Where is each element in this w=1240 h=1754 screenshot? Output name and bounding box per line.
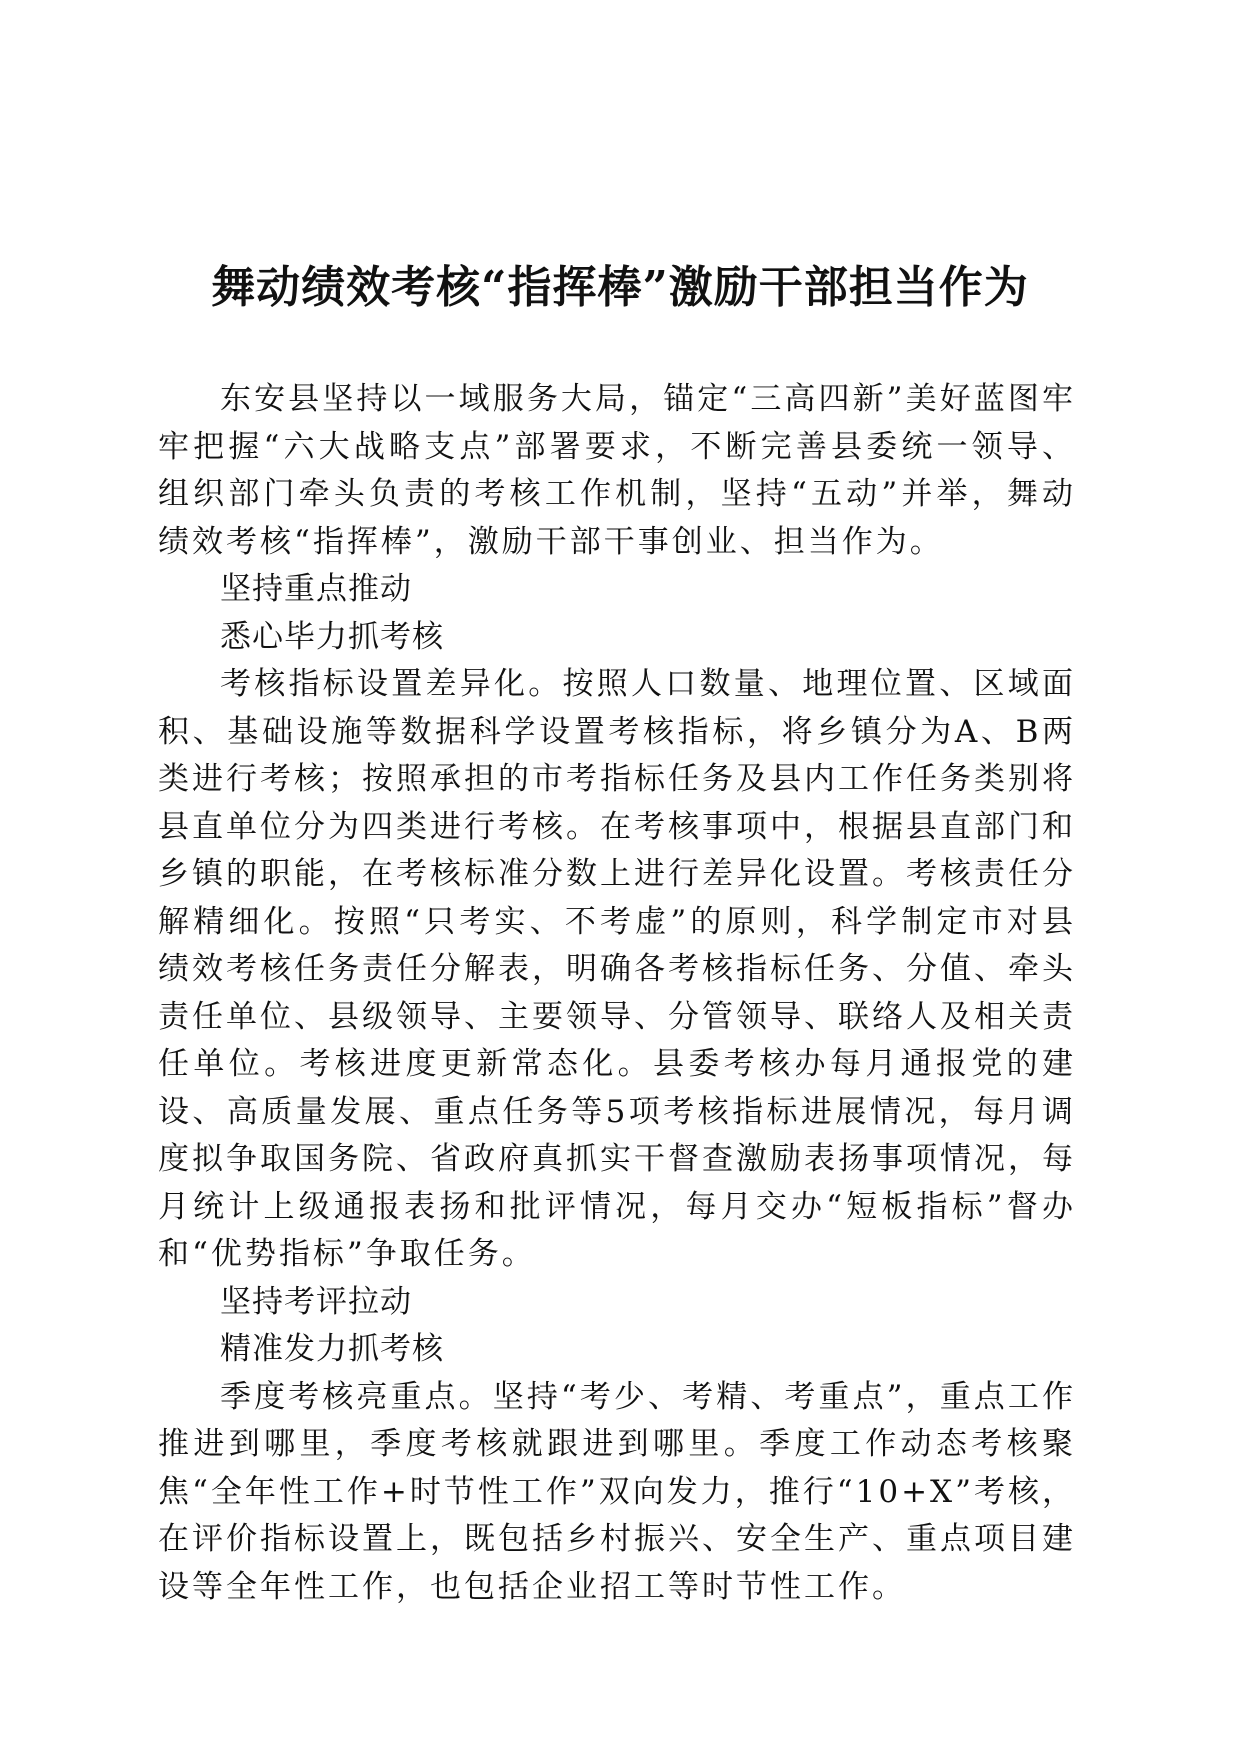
section-subheading-2: 精准发力抓考核 (220, 1331, 444, 1367)
document-body (158, 376, 1076, 1611)
section-subheading-1: 悉心毕力抓考核 (220, 618, 444, 655)
section-heading-1: 坚持重点推动 (220, 571, 412, 607)
section-heading-2: 坚持考评拉动 (220, 1283, 412, 1320)
section-2-paragraph: 季度考核亮重点。坚持“考少、考精、考重点”，重点工作推进到哪里，季度考核就跟进到哪里。季度工作动态考核聚焦“全年性工作+时节性工作”双向发力，推行“10+X”考核，在评价指标设置上，既包括乡村振兴、安全生产、重点项目建设等全年性工作，也包括企业招工等时节性工作。 (158, 1378, 1076, 1605)
section-1-paragraph: 考核指标设置差异化。按照人口数量、地理位置、区域面积、基础设施等数据科学设置考核指标，将乡镇分为A、B两类进行考核；按照承担的市考指标任务及县内工作任务类别将县直单位分为四类进行考核。在考核事项中，根据县直部门和乡镇的职能，在考核标准分数上进行差异化设置。考核责任分解精细化。按照“只考实、不考虚”的原则，科学制定市对县绩效考核任务责任分解表，明确各考核指标任务、分值、牵头责任单位、县级领导、主要领导、分管领导、联络人及相关责任单位。考核进度更新常态化。县委考核办每月通报党的建设、高质量发展、重点任务等5项考核指标进展情况，每月调度拟争取国务院、省政府真抓实干督查激励表扬事项情况，每月统计上级通报表扬和批评情况，每月交办“短板指标”督办和“优势指标”争取任务。 (158, 666, 1076, 1272)
intro-paragraph: 东安县坚持以一域服务大局，锚定“三高四新”美好蓝图牢牢把握“六大战略支点”部署要求，不断完善县委统一领导、组织部门牵头负责的考核工作机制，坚持“五动”并举，舞动绩效考核“指挥棒”，激励干部干事创业、担当作为。 (158, 381, 1076, 560)
document-title: 舞动绩效考核“指挥棒”激励干部担当作为 (211, 262, 1029, 313)
